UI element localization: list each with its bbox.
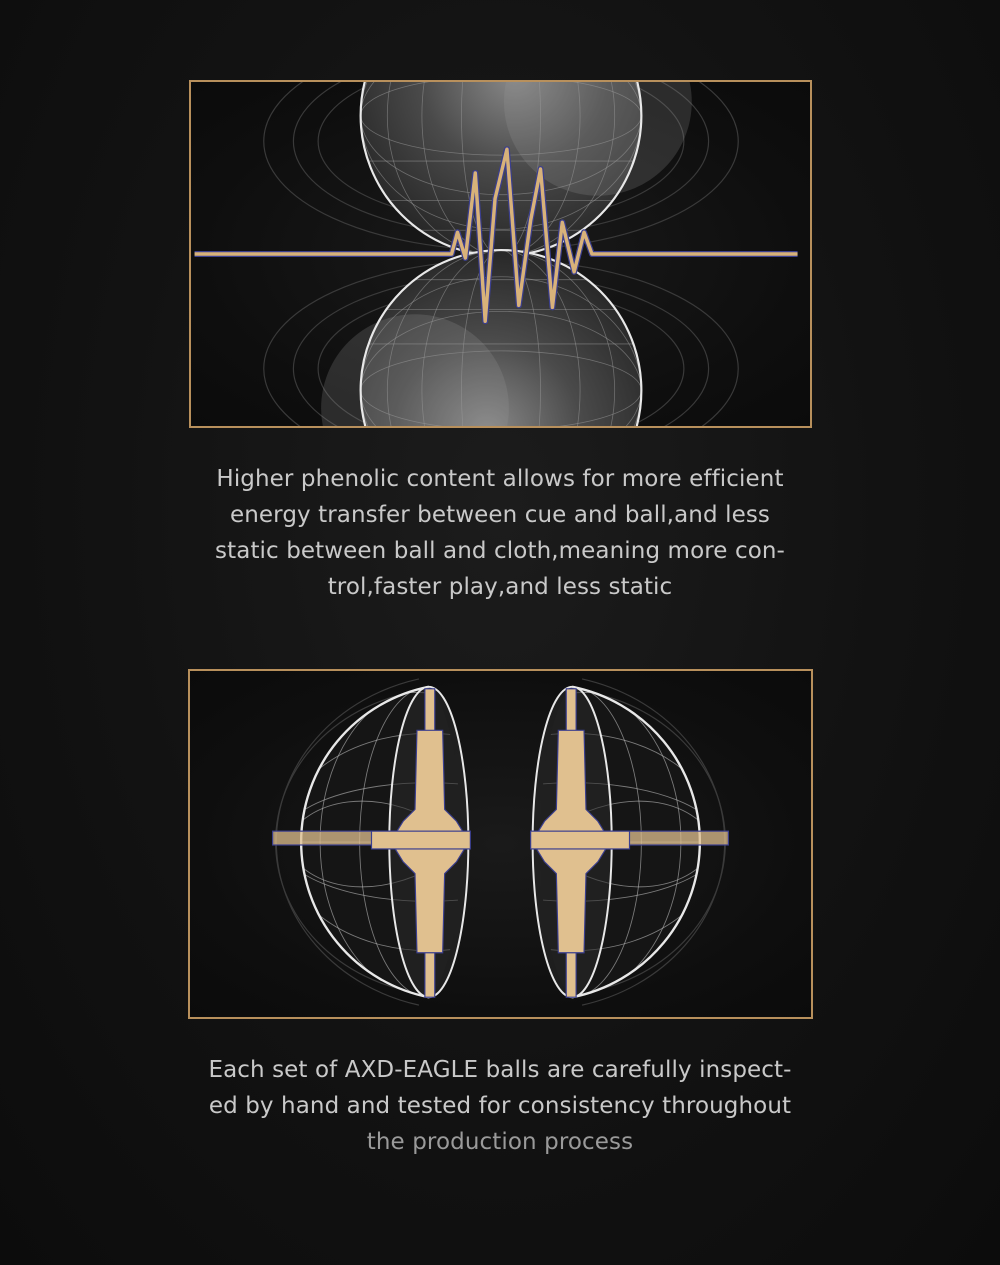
energy-transfer-caption: [150, 461, 850, 605]
caption-line: trol,faster play,and less static: [327, 574, 673, 600]
right-hemisphere: [424, 671, 759, 1017]
colliding-balls-illustration: [191, 82, 810, 426]
left-hemisphere: [242, 671, 577, 1017]
caption-line: ed by hand and tested for consistency throughout: [208, 1093, 792, 1119]
illustration-panel-energy-transfer: [189, 80, 812, 428]
caption-line: energy transfer between cue and ball,and less: [229, 502, 770, 528]
inspection-caption: [150, 1052, 850, 1160]
caption-line: Each set of AXD-EAGLE balls are carefully inspect-: [208, 1057, 792, 1083]
illustration-panel-inspection: [188, 669, 813, 1019]
caption-line: the production process: [366, 1129, 634, 1155]
split-ball-illustration: [190, 671, 811, 1017]
upper-ball: [361, 82, 692, 256]
caption-line: Higher phenolic content allows for more efficient: [216, 466, 784, 492]
caption-line: static between ball and cloth,meaning more con-: [215, 538, 785, 564]
